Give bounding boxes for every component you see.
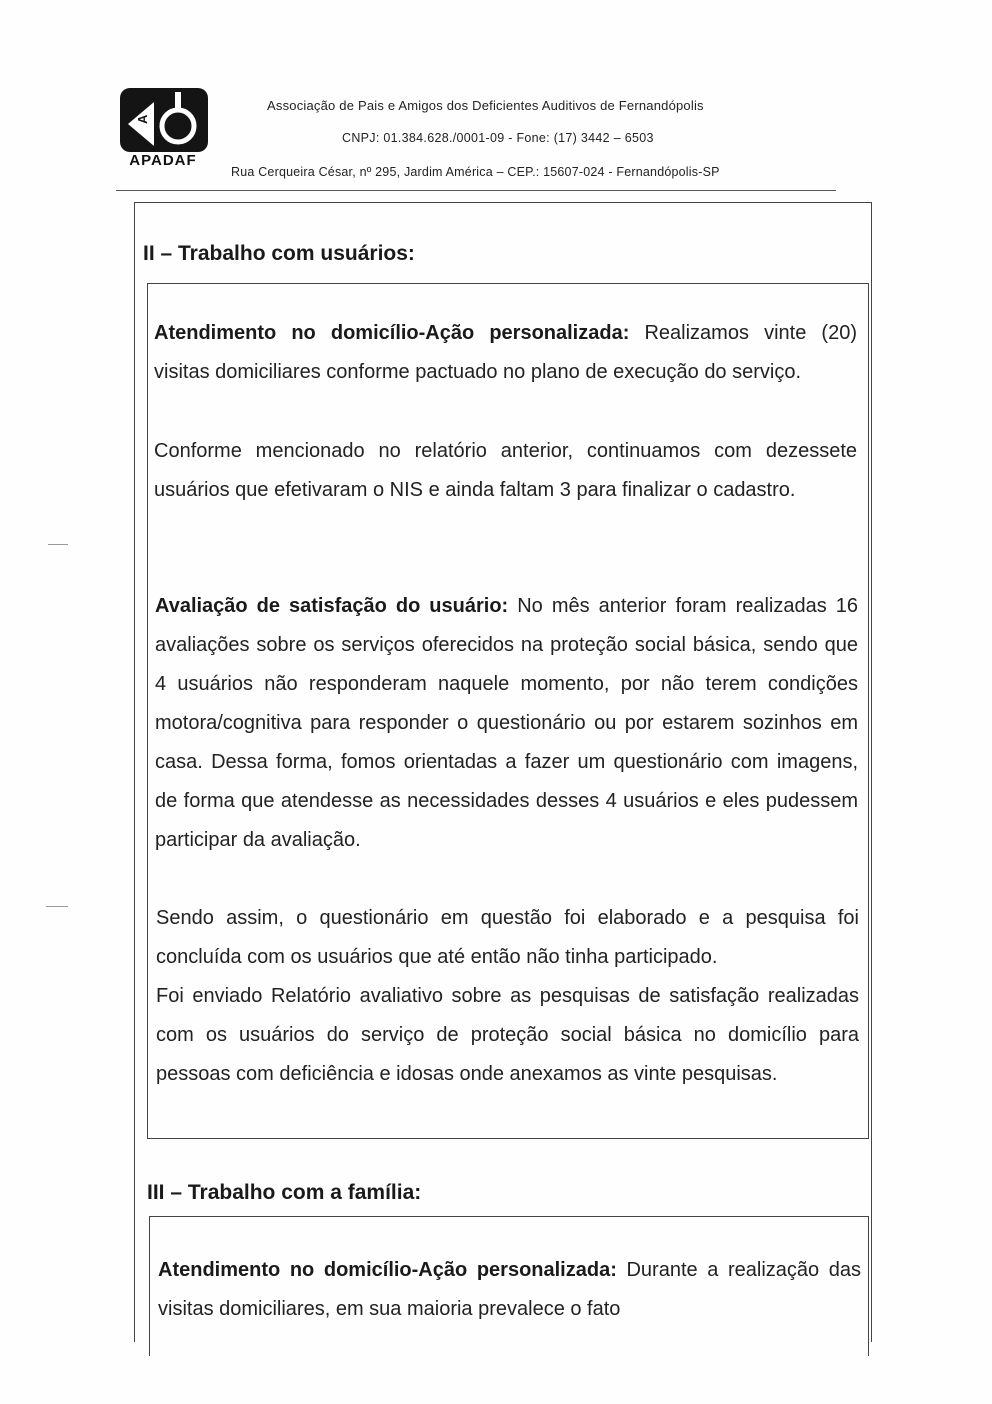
logo-wordmark: APADAF [129,152,197,169]
text-family-home-care: Durante a realização das visitas domiciliares, em sua maioria prevalece o fato [158,1259,861,1320]
heading-satisfaction: Avaliação de satisfação do usuário: [155,595,509,617]
address-line: Rua Cerqueira César, nº 295, Jardim América – CEP.: 15607-024 - Fernandópolis-SP [231,165,720,179]
paragraph-satisfaction [155,587,858,860]
paragraph-family-home-care [158,1251,861,1329]
header-divider [116,190,836,191]
text-satisfaction: No mês anterior foram realizadas 16 avaliações sobre os serviços oferecidos na proteção social básica, sendo que 4 usuários não responderam naquele momento, por não terem condições motora/cognitiva para responder o questionário ou por estarem sozinhos em casa. Dessa forma, fomos orientadas a fazer um questionário com imagens, de forma que atendesse as necessidades desses 4 usuários e eles pudessem participar da avaliação. [155,595,858,851]
paragraph-questionnaire [156,899,859,977]
text-home-care: Realizamos vinte (20) visitas domiciliares conforme pactuado no plano de execução do serviço. [154,322,857,383]
heading-home-care: Atendimento no domicílio-Ação personalizada: [154,322,630,344]
margin-mark [46,906,68,907]
apadaf-logo [116,88,210,172]
heading-family-home-care: Atendimento no domicílio-Ação personalizada: [158,1259,617,1281]
text-questionnaire: Sendo assim, o questionário em questão foi elaborado e a pesquisa foi concluída com os usuários que até então não tinha participado. [156,907,859,968]
apadaf-logo-icon [120,88,208,152]
section-title-family: III – Trabalho com a família: [147,1181,422,1204]
paragraph-home-care [154,314,857,392]
svg-text:A: A [135,114,150,124]
association-name: Associação de Pais e Amigos dos Deficientes Auditivos de Fernandópolis [267,98,704,113]
text-report: Foi enviado Relatório avaliativo sobre as pesquisas de satisfação realizadas com os usuários do serviço de proteção social básica no domicílio para pessoas com deficiência e idosas onde anexamos as vinte pesquisas. [156,985,859,1085]
section-title-users: II – Trabalho com usuários: [143,242,415,265]
cnpj-phone-line: CNPJ: 01.384.628./0001-09 - Fone: (17) 3442 – 6503 [342,131,654,145]
paragraph-report [156,977,859,1094]
paragraph-nis [154,432,857,510]
text-nis: Conforme mencionado no relatório anterior, continuamos com dezessete usuários que efetivaram o NIS e ainda faltam 3 para finalizar o cadastro. [154,440,857,501]
margin-mark [48,544,68,545]
